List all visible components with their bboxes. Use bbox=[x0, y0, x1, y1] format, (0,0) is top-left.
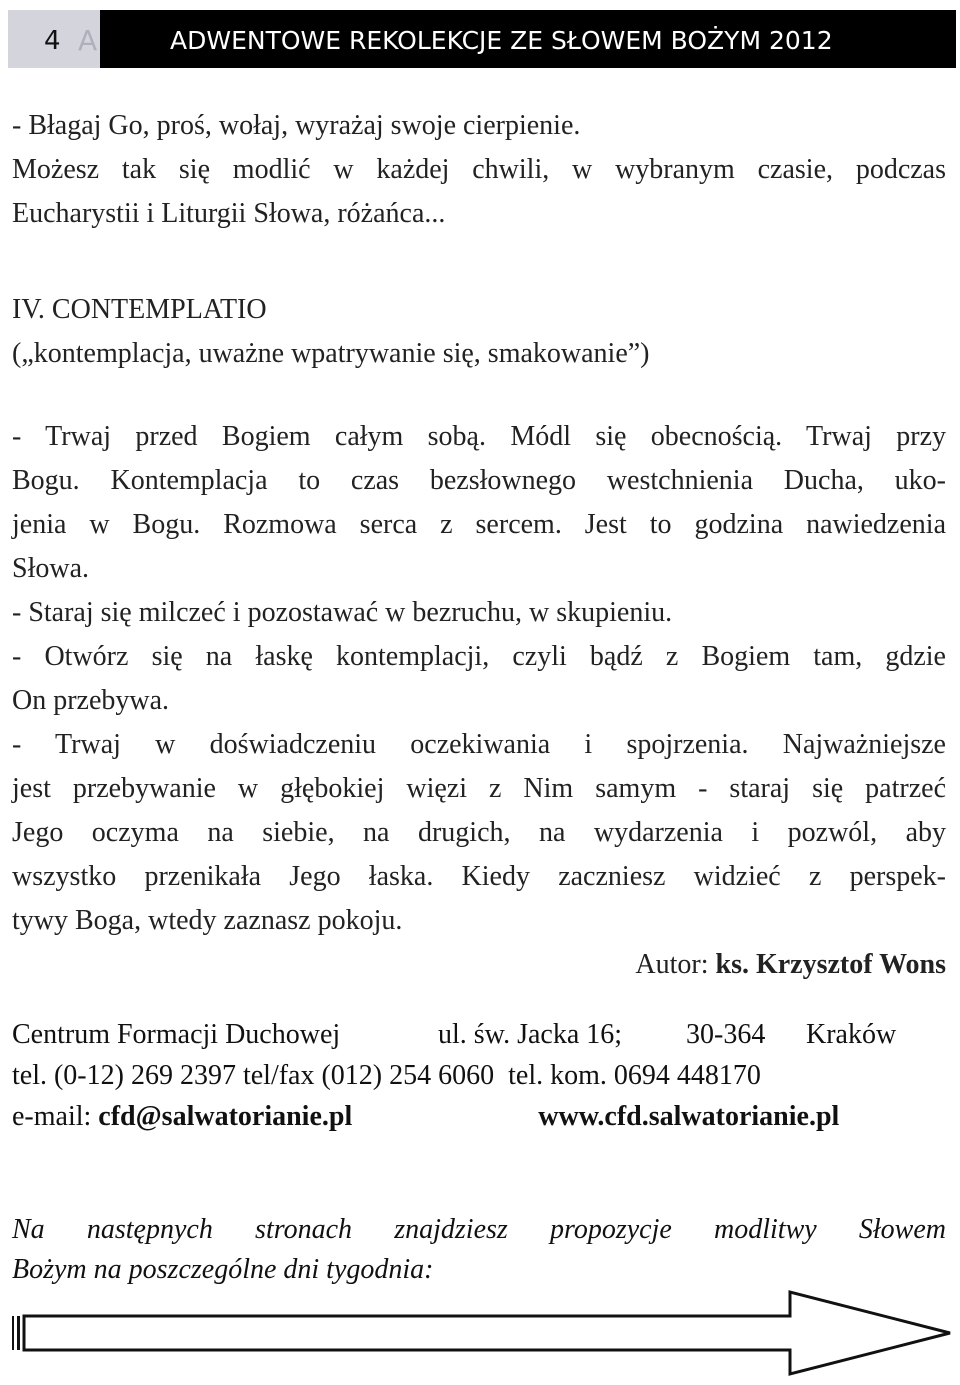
header-title: ADWENTOWE REKOLEKCJE ZE SŁOWEM BOŻYM 2012 bbox=[170, 26, 833, 55]
paragraph-line: - Trwaj przed Bogiem całym sobą. Módl się obecnością. Trwaj przy bbox=[12, 421, 946, 452]
footer-note bbox=[12, 1210, 946, 1290]
paragraph-line: - Otwórz się na łaskę kontemplacji, czyli bądź z Bogiem tam, gdzie bbox=[12, 641, 946, 672]
website-link[interactable]: www.cfd.salwatorianie.pl bbox=[538, 1101, 840, 1132]
author-line bbox=[12, 943, 946, 987]
paragraph-line: - Trwaj w doświadczeniu oczekiwania i spojrzenia. Najważniejsze bbox=[12, 729, 946, 760]
page-header bbox=[8, 10, 956, 68]
city: Kraków bbox=[806, 1019, 897, 1050]
intro-block bbox=[12, 104, 946, 236]
footer-note-line: Bożym na poszczególne dni tygodnia: bbox=[12, 1254, 434, 1285]
paragraph-line: Jego oczyma na siebie, na drugich, na wydarzenia i pozwól, aby bbox=[12, 817, 946, 848]
intro-line: Eucharystii i Liturgii Słowa, różańca... bbox=[12, 198, 446, 229]
page-number: 4 bbox=[44, 26, 61, 56]
phone-numbers: tel. (0-12) 269 2397 tel/fax (012) 254 6060 tel. kom. 0694 448170 bbox=[12, 1060, 761, 1091]
postcode: 30-364 bbox=[686, 1019, 766, 1050]
section-heading: IV. CONTEMPLATIO bbox=[12, 294, 267, 325]
author-name: ks. Krzysztof Wons bbox=[715, 949, 946, 980]
section-subheading: („kontemplacja, uważne wpatrywanie się, smakowanie”) bbox=[12, 338, 650, 369]
paragraph-line: Słowa. bbox=[12, 553, 89, 584]
right-arrow-icon bbox=[10, 1288, 956, 1380]
paragraph-line: tywy Boga, wtedy zaznasz pokoju. bbox=[12, 905, 403, 936]
section-heading-block bbox=[12, 288, 946, 376]
email-link[interactable]: cfd@salwatorianie.pl bbox=[98, 1101, 353, 1132]
author-label: Autor: bbox=[635, 949, 716, 980]
paragraph-line: jest przebywanie w głębokiej więzi z Nim samym - staraj się patrzeć bbox=[12, 773, 946, 804]
contact-block bbox=[12, 1014, 946, 1137]
paragraph-line: jenia w Bogu. Rozmowa serca z sercem. Jest to godzina nawiedzenia bbox=[12, 509, 946, 540]
web-row bbox=[12, 1096, 946, 1137]
phones-row bbox=[12, 1055, 946, 1096]
paragraph-line: On przebywa. bbox=[12, 685, 170, 716]
main-content bbox=[12, 104, 946, 987]
org-name: Centrum Formacji Duchowej bbox=[12, 1019, 341, 1050]
header-ghost-letter: A bbox=[78, 24, 98, 57]
paragraph-line: wszystko przenikała Jego łaska. Kiedy zaczniesz widzieć z perspek- bbox=[12, 861, 946, 892]
paragraph-line: Bogu. Kontemplacja to czas bezsłownego westchnienia Ducha, uko- bbox=[12, 465, 946, 496]
street-address: ul. św. Jacka 16; bbox=[438, 1019, 623, 1050]
intro-line: Możesz tak się modlić w każdej chwili, w wybranym czasie, podczas bbox=[12, 154, 946, 185]
footer-note-line: Na następnych stronach znajdziesz propozycje modlitwy Słowem bbox=[12, 1214, 946, 1245]
paragraph-1 bbox=[12, 415, 946, 943]
paragraph-line: - Staraj się milczeć i pozostawać w bezruchu, w skupieniu. bbox=[12, 597, 673, 628]
intro-line: - Błagaj Go, proś, wołaj, wyrażaj swoje cierpienie. bbox=[12, 110, 581, 141]
email-label: e-mail: bbox=[12, 1101, 99, 1132]
address-row bbox=[12, 1014, 946, 1055]
